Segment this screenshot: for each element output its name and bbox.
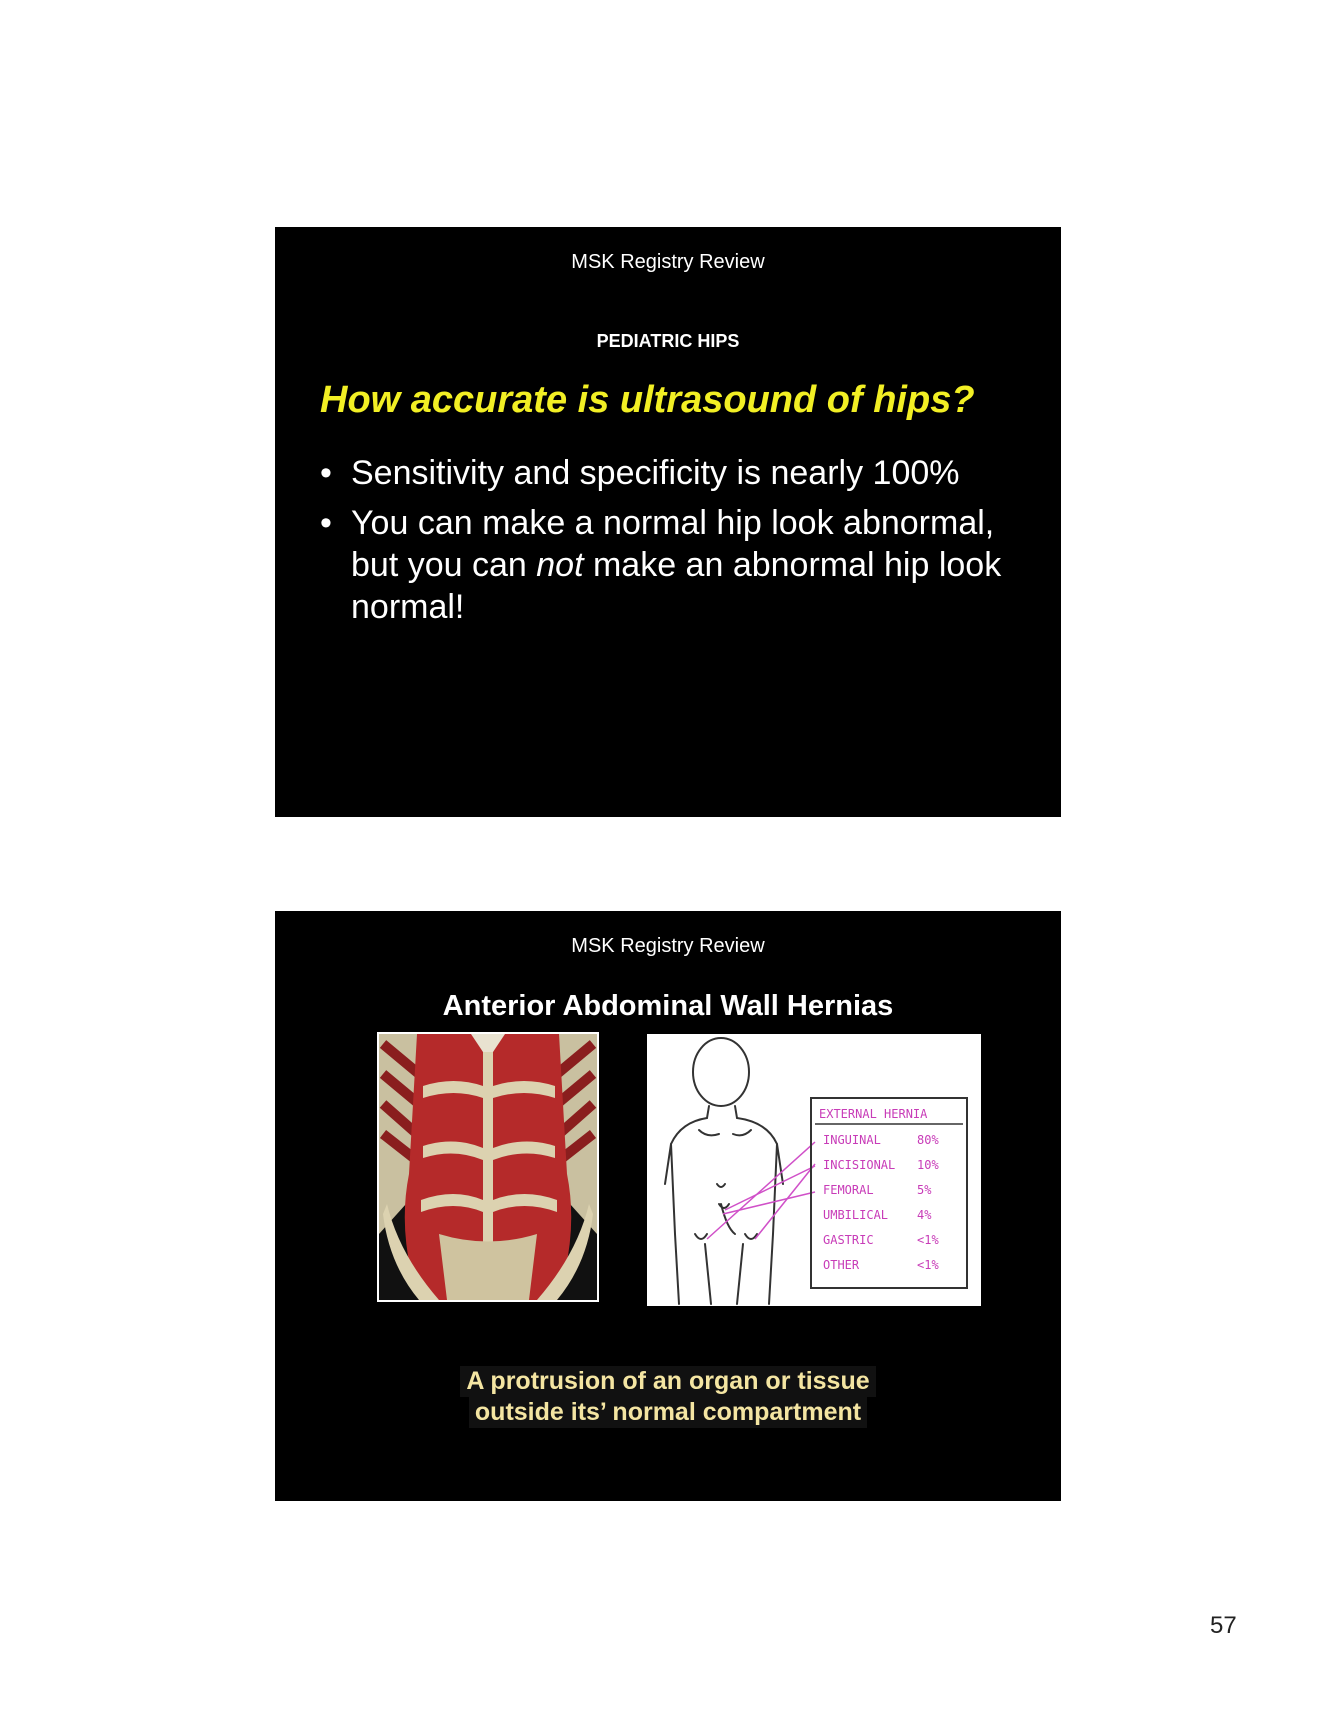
page-number: 57 — [1210, 1612, 1237, 1639]
bullet-item — [320, 452, 1040, 494]
abdominal-muscle-illustration — [377, 1032, 599, 1302]
sketch-row-value: 80% — [917, 1133, 939, 1147]
slide-header: MSK Registry Review — [571, 251, 765, 273]
bullet-dot-icon: • — [320, 454, 332, 492]
body-outline-drawing — [647, 1034, 981, 1306]
sketch-row-label: INGUINAL — [823, 1133, 881, 1147]
section-label: PEDIATRIC HIPS — [596, 331, 740, 351]
bullet-dot-icon: • — [320, 504, 332, 542]
slide-title: How accurate is ultrasound of hips? — [320, 379, 975, 421]
bullet-item — [320, 502, 1040, 628]
sketch-row-label: GASTRIC — [823, 1233, 874, 1247]
bullet-emphasis: not — [536, 546, 584, 584]
sketch-row-value: <1% — [917, 1258, 939, 1272]
sketch-row-label: OTHER — [823, 1258, 860, 1272]
definition-caption — [275, 1366, 1061, 1428]
anatomy-drawing — [379, 1034, 597, 1300]
slide-title: Anterior Abdominal Wall Hernias — [442, 990, 894, 1022]
caption-line: outside its’ normal compartment — [469, 1397, 867, 1428]
slide-header: MSK Registry Review — [571, 935, 765, 957]
slide-pediatric-hips — [275, 227, 1061, 817]
sketch-row-value: 10% — [917, 1158, 939, 1172]
sketch-row-value: 4% — [917, 1208, 932, 1222]
sketch-row-value: <1% — [917, 1233, 939, 1247]
slide-abdominal-hernias — [275, 911, 1061, 1501]
sketch-row-label: UMBILICAL — [823, 1208, 889, 1222]
hernia-sketch — [647, 1034, 981, 1306]
caption-line: A protrusion of an organ or tissue — [460, 1366, 875, 1397]
bullet-text: Sensitivity and specificity is nearly 100% — [351, 454, 960, 492]
sketch-row-label: FEMORAL — [823, 1183, 874, 1197]
sketch-row-value: 5% — [917, 1183, 932, 1197]
sketch-table-heading: EXTERNAL HERNIA — [819, 1107, 928, 1121]
bullet-text-part: You can make a normal hip look abnormal, but you can — [351, 504, 995, 584]
sketch-row-label: INCISIONAL — [823, 1158, 896, 1172]
bullet-list — [320, 452, 1040, 636]
bullet-text-part: make an abnormal hip look normal! — [351, 546, 1002, 626]
